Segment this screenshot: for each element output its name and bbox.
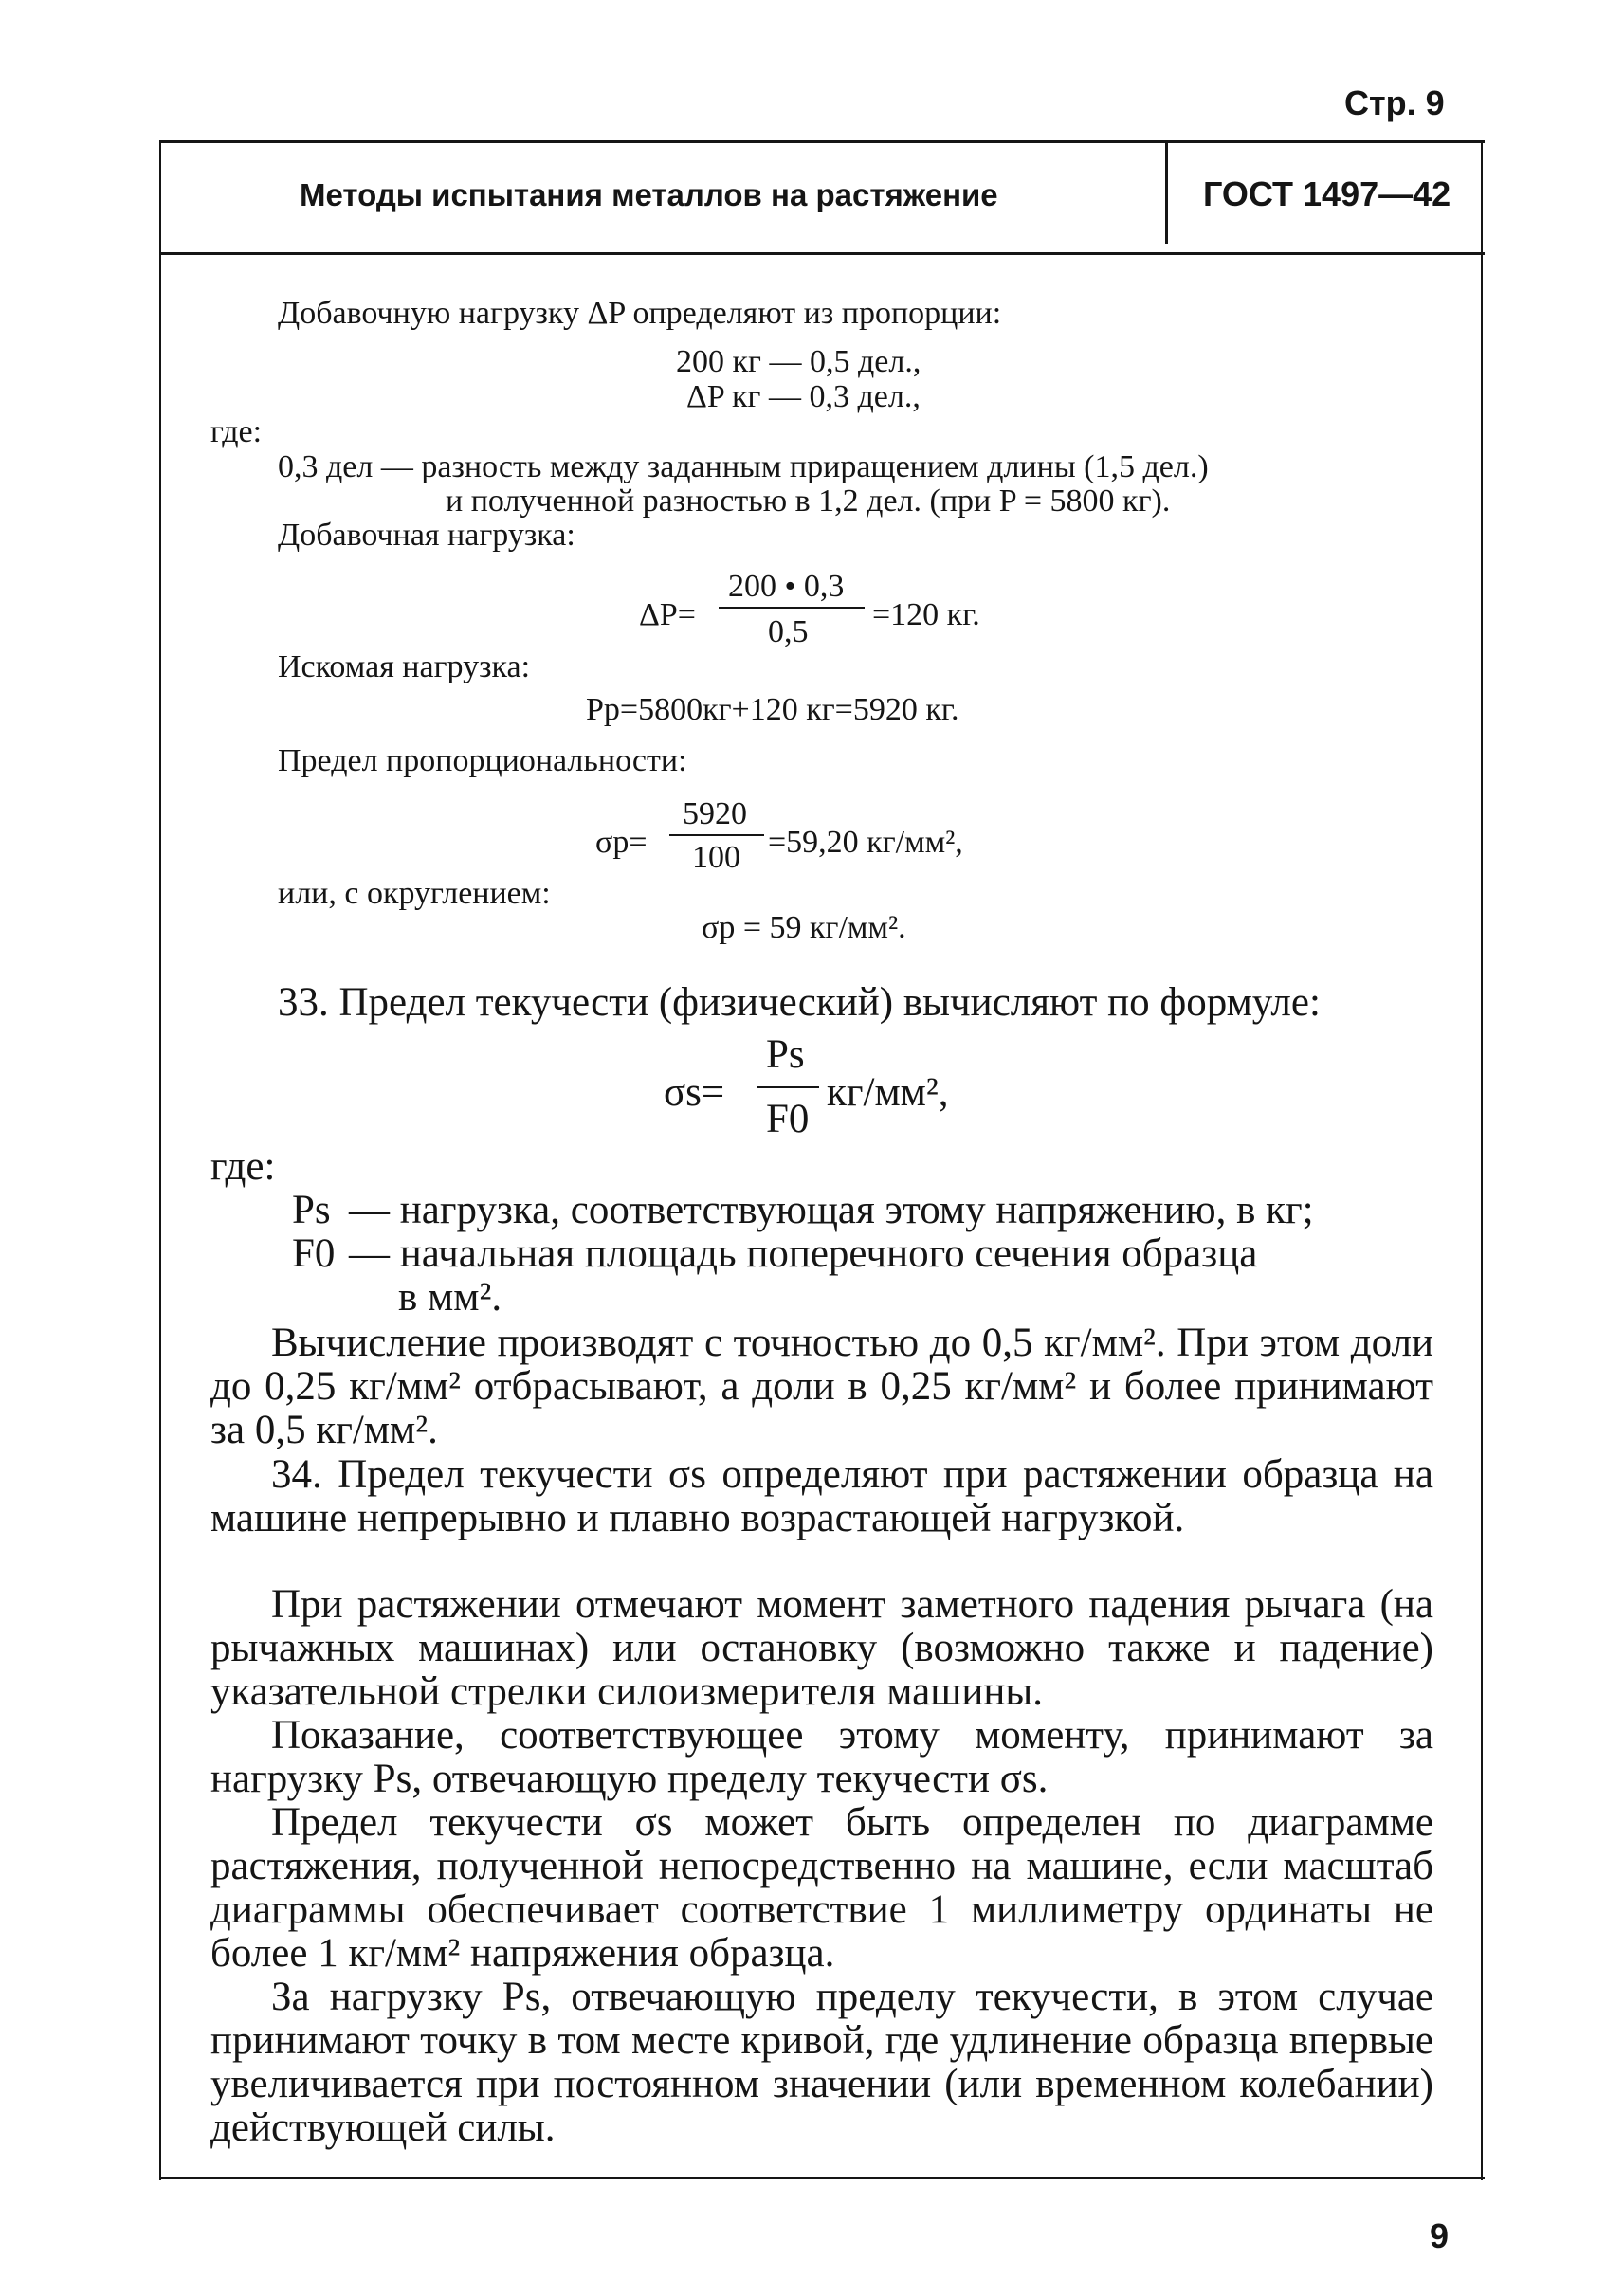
delta-p-lhs: ΔP= [639,597,696,632]
header-bottom-rule [159,252,1485,255]
frame-left [159,142,161,2180]
frame-bottom [159,2177,1485,2179]
page-label: Стр. 9 [1344,83,1445,122]
frame-right [1481,142,1483,2180]
sigma-p-lhs: σp= [595,825,648,860]
sigma-p-rounded: σp = 59 кг/мм². [702,910,906,945]
rounding-label: или, с округлением: [278,876,551,911]
def-ps-symbol: Ps [292,1188,331,1232]
paragraph-34: 34. Предел текучести σs определяют при растяжении образца на машине непрерывно и плавно возрастающей нагрузкой. [210,1452,1433,1540]
sigma-p-numerator: 5920 [683,796,747,831]
delta-p-numerator: 200 • 0,3 [728,569,845,604]
header-divider [1165,142,1168,244]
sigma-s-numerator: Ps [766,1032,805,1077]
sigma-p-fraction-bar [669,834,764,836]
proportion-line-2: ΔP кг — 0,3 дел., [686,379,921,414]
def-f0-text: — начальная площадь поперечного сечения образца [349,1231,1258,1276]
pp-formula: Pp=5800кг+120 кг=5920 кг. [586,692,959,727]
added-load-label: Добавочная нагрузка: [278,518,575,553]
def-f0-symbol: F0 [292,1231,336,1276]
delta-p-denominator: 0,5 [768,614,809,649]
paragraph-accuracy: Вычисление производят с точностью до 0,5 кг/мм². При этом доли до 0,25 кг/мм² отбрасывают, а доли в 0,25 кг/мм² и более принимают за 0,5 кг/мм². [210,1321,1433,1452]
sigma-s-fraction-bar [757,1086,819,1088]
paragraph-tension: При растяжении отмечают момент заметного падения рычага (на рычажных машинах) или остановку (возможно также и падение) указательной стрелки силоизмерителя машины. [210,1582,1433,1714]
explanation-line-2: и полученной разностью в 1,2 дел. (при P = 5800 кг). [446,483,1171,519]
sought-load-label: Искомая нагрузка: [278,649,531,684]
delta-p-rhs: =120 кг. [872,597,980,632]
page-number: 9 [1430,2216,1450,2255]
intro-line: Добавочную нагрузку ΔP определяют из пропорции: [278,296,1002,331]
explanation-line-1: 0,3 дел — разность между заданным приращением длины (1,5 дел.) [278,449,1209,484]
standard-number: ГОСТ 1497—42 [1203,174,1451,213]
where-label-2: где: [210,1144,276,1189]
limit-label: Предел пропорциональности: [278,743,687,778]
paragraph-load: За нагрузку Ps, отвечающую пределу текучести, в этом случае принимают точку в том месте кривой, где удлинение образца впервые увеличивается при постоянном значении (или временном колебании) действующей силы. [210,1975,1433,2150]
paragraph-reading: Показание, соответствующее этому моменту, принимают за нагрузку Ps, отвечающую пределу текучести σs. [210,1713,1433,1801]
paragraph-diagram: Предел текучести σs может быть определен по диаграмме растяжения, полученной непосредственно на машине, если масштаб диаграммы обеспечивает соответствие 1 миллиметру ординаты не более 1 кг/мм² напряжения образца. [210,1800,1433,1976]
sigma-p-denominator: 100 [692,840,740,875]
proportion-line-1: 200 кг — 0,5 дел., [676,344,921,379]
header-top-rule [159,140,1485,143]
def-f0-continuation: в мм². [398,1275,502,1320]
sigma-s-rhs: кг/мм², [827,1070,949,1115]
sigma-p-rhs: =59,20 кг/мм², [768,825,963,860]
where-label: где: [210,414,263,449]
clause-33: 33. Предел текучести (физический) вычисляют по формуле: [278,980,1321,1025]
sigma-s-denominator: F0 [766,1097,810,1141]
def-ps-text: — нагрузка, соответствующая этому напряжению, в кг; [349,1188,1314,1232]
delta-p-fraction-bar [719,607,865,609]
sigma-s-lhs: σs= [664,1070,725,1115]
document-title: Методы испытания металлов на растяжение [300,177,998,212]
